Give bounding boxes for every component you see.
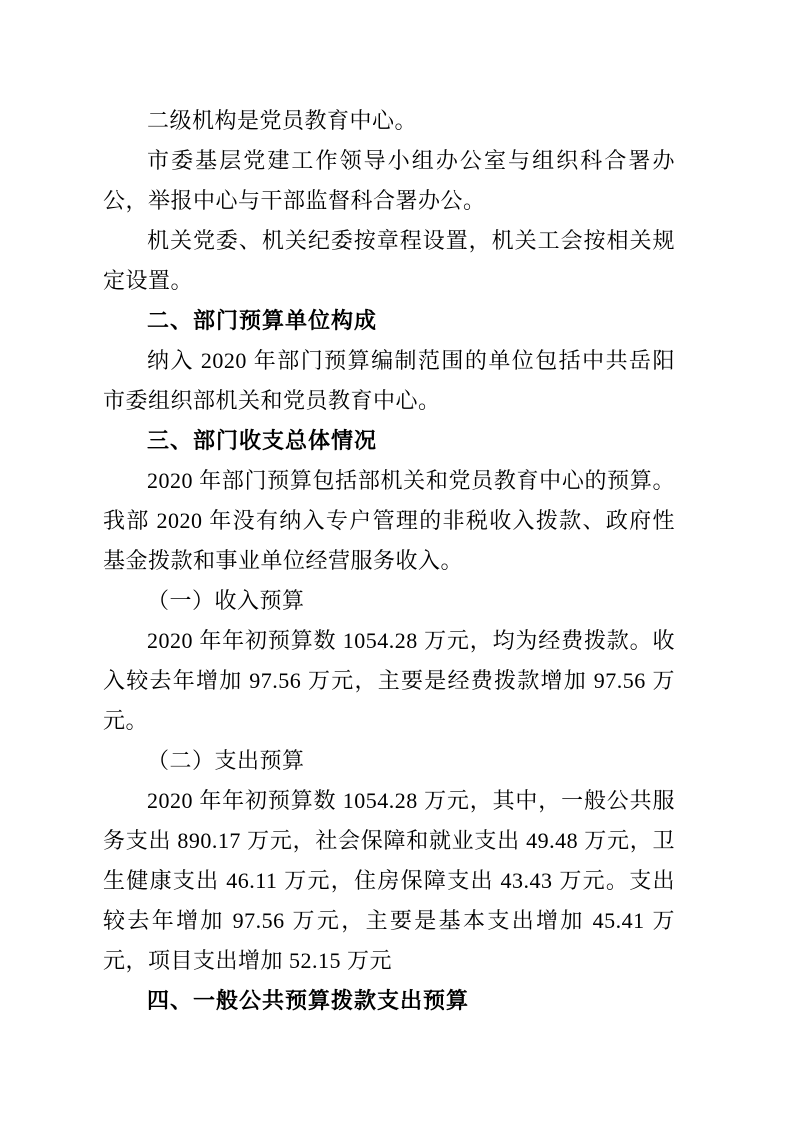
section-heading: 二、部门预算单位构成 xyxy=(147,308,378,333)
body-paragraph: 纳入 2020 年部门预算编制范围的单位包括中共岳阳市委组织部机关和党员教育中心。 xyxy=(103,348,675,413)
document-content xyxy=(103,101,675,1021)
sub-heading: （一）收入预算 xyxy=(147,588,305,613)
body-paragraph: 二级机构是党员教育中心。 xyxy=(147,108,418,133)
sub-heading: （二）支出预算 xyxy=(147,748,305,773)
body-paragraph: 2020 年年初预算数 1054.28 万元，均为经费拨款。收入较去年增加 97.56 万元，主要是经费拨款增加 97.56 万元。 xyxy=(103,628,675,733)
body-paragraph: 市委基层党建工作领导小组办公室与组织科合署办公，举报中心与干部监督科合署办公。 xyxy=(103,148,675,213)
section-heading: 三、部门收支总体情况 xyxy=(147,428,378,453)
body-paragraph: 机关党委、机关纪委按章程设置，机关工会按相关规定设置。 xyxy=(103,228,675,293)
section-heading: 四、一般公共预算拨款支出预算 xyxy=(147,988,470,1013)
body-paragraph: 2020 年部门预算包括部机关和党员教育中心的预算。我部 2020 年没有纳入专户管理的非税收入拨款、政府性基金拨款和事业单位经营服务收入。 xyxy=(103,468,675,573)
body-paragraph: 2020 年年初预算数 1054.28 万元，其中，一般公共服务支出 890.17 万元，社会保障和就业支出 49.48 万元，卫生健康支出 46.11 万元，住房保障支出 43.43 万元。支出较去年增加 97.56 万元，主要是基本支出增加 45.41 万元，项目支出增加 52.15 万元 xyxy=(103,788,675,973)
